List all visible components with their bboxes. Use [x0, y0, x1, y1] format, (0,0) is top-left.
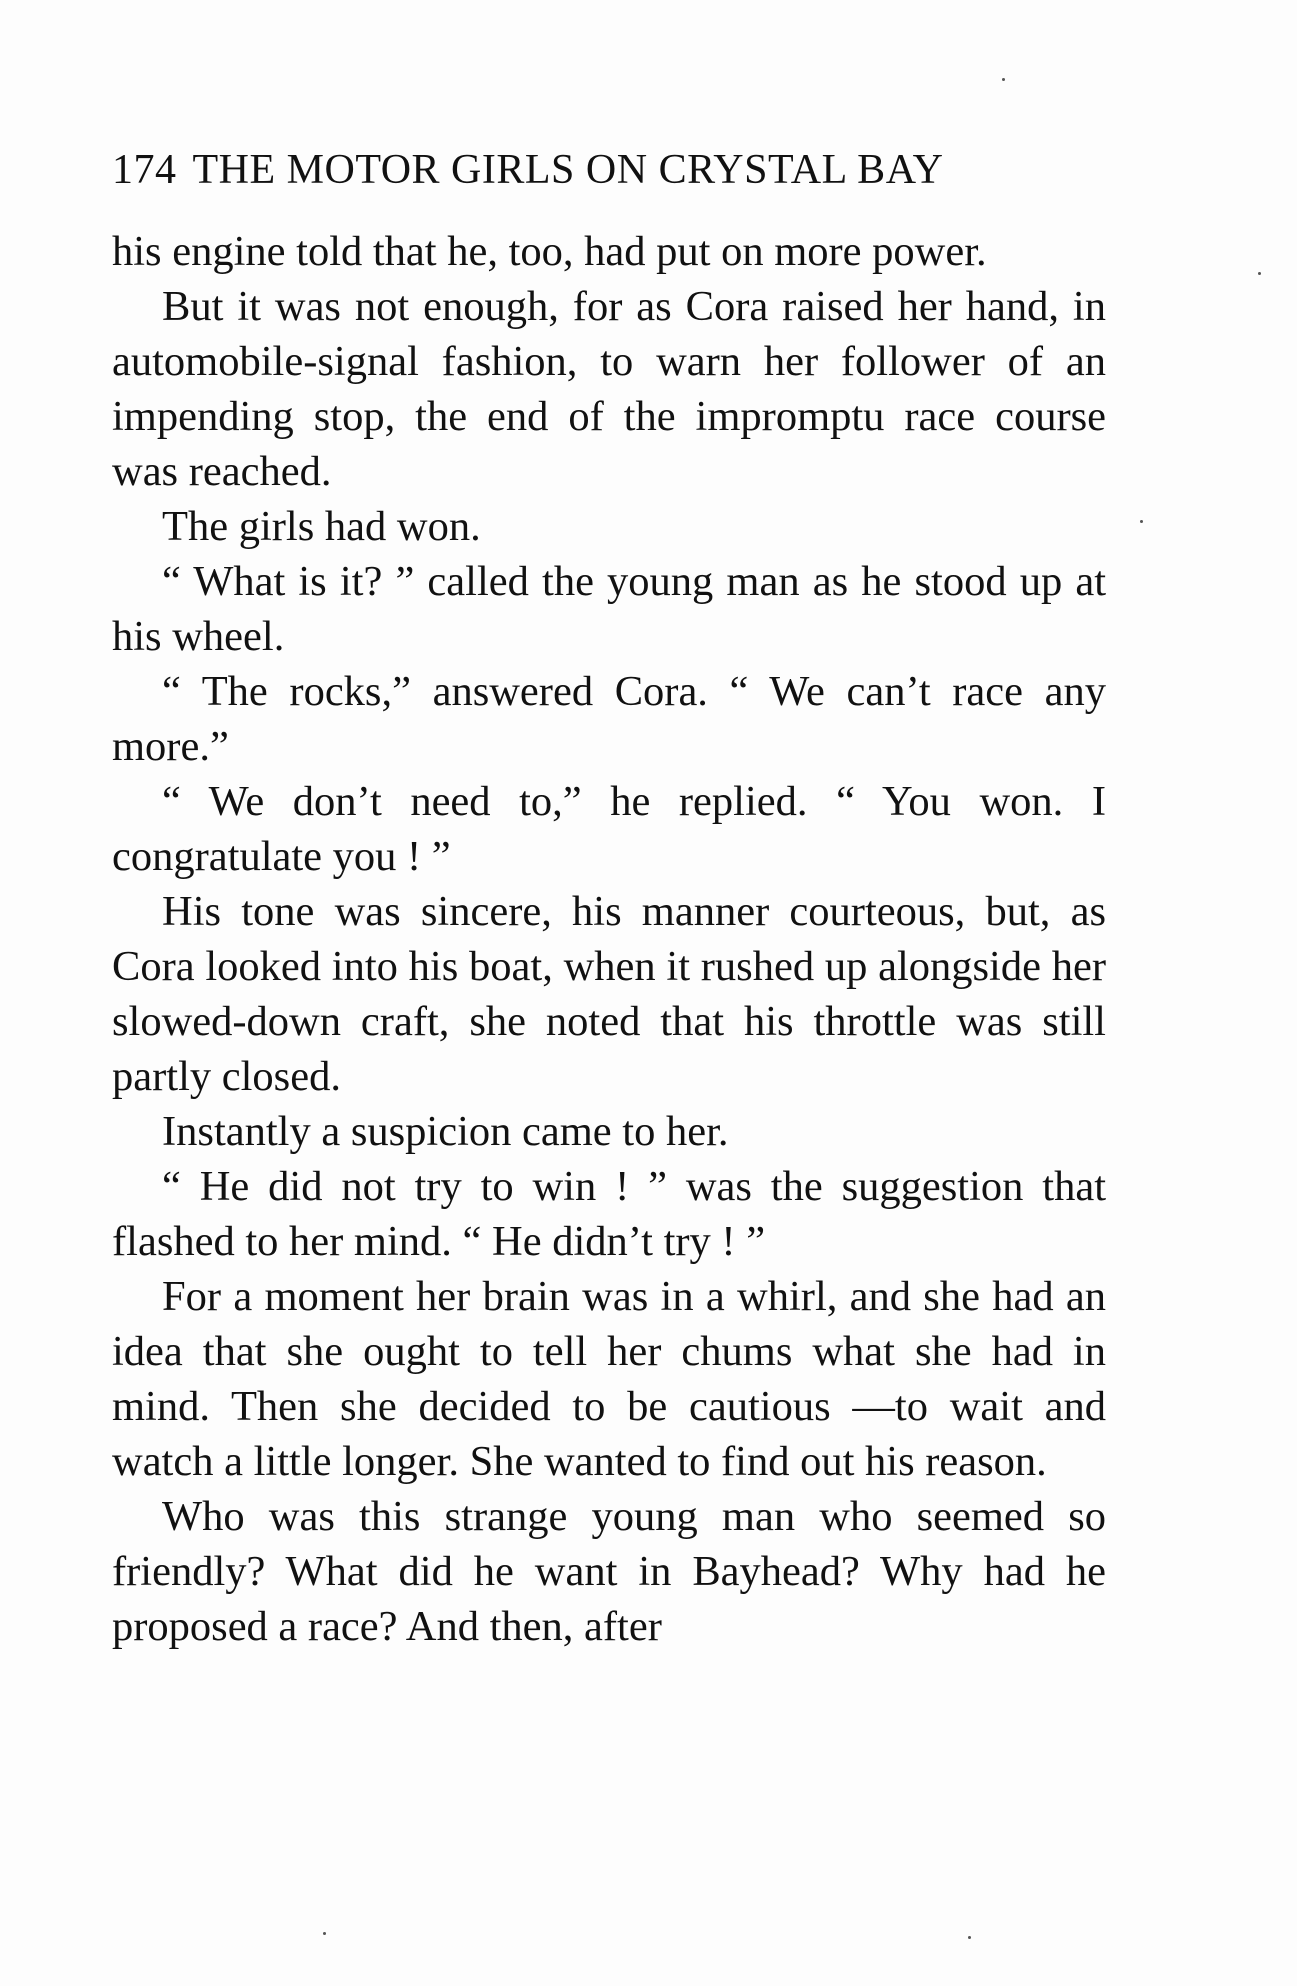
scan-speck	[1258, 272, 1261, 275]
paragraph-1: his engine told that he, too, had put on more power.	[112, 228, 987, 275]
body-text	[112, 224, 1106, 1654]
scan-speck	[1002, 78, 1005, 81]
paragraph-3: The girls had won.	[162, 503, 481, 550]
paragraph-11: Who was this strange young man who seemed so friendly? What did he want in Bayhead? Why had he proposed a race? And then, after	[112, 1493, 1106, 1650]
paragraph-4: “ What is it? ” called the young man as he stood up at his wheel.	[112, 558, 1106, 660]
paragraph-10: For a moment her brain was in a whirl, and she had an idea that she ought to tell her chums what she had in mind. Then she decided to be cautious —to wait and watch a little longer. She wanted to find out his reason.	[112, 1273, 1106, 1485]
paragraph-7: His tone was sincere, his manner courteous, but, as Cora looked into his boat, when it rushed up alongside her slowed-down craft, she noted that his throttle was still partly closed.	[112, 888, 1106, 1100]
scan-speck	[968, 1936, 971, 1939]
running-head	[112, 146, 1112, 194]
paragraph-9: “ He did not try to win ! ” was the suggestion that flashed to her mind. “ He didn’t try ! ”	[112, 1163, 1106, 1265]
scan-speck	[323, 1932, 326, 1935]
paragraph-6: “ We don’t need to,” he replied. “ You won. I congratulate you ! ”	[112, 778, 1106, 880]
scan-speck	[1140, 520, 1143, 523]
page-number: 174	[112, 147, 177, 193]
paragraph-5: “ The rocks,” answered Cora. “ We can’t race any more.”	[112, 668, 1106, 770]
book-title: THE MOTOR GIRLS ON CRYSTAL BAY	[192, 147, 944, 193]
paragraph-2: But it was not enough, for as Cora raised her hand, in automobile-signal fashion, to warn her follower of an impending stop, the end of the impromptu race course was reached.	[112, 283, 1106, 495]
paragraph-8: Instantly a suspicion came to her.	[162, 1108, 729, 1155]
